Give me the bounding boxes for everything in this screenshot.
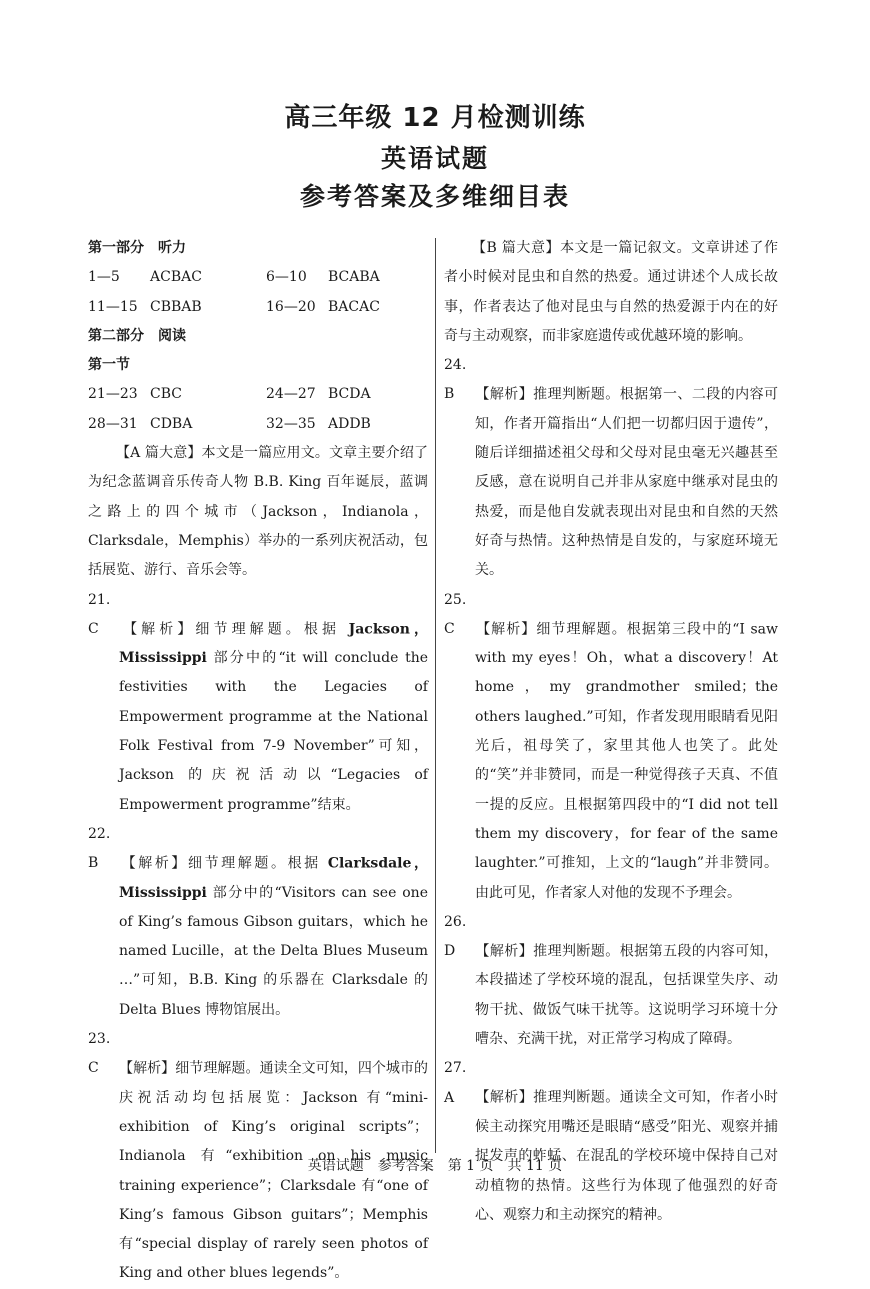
page-footer: 英语试题 参考答案 第 1 页 共 11 页: [307, 1158, 563, 1174]
passage-a-summary: 【A 篇大意】本文是一篇应用文。文章主要介绍了为纪念蓝调音乐传奇人物 B.B. King 百年诞辰，蓝调之路上的四个城市（Jackson，Indianola，Clarksdale，Memphis）举办的一系列庆祝活动，包括展览、游行、音乐会等。: [88, 445, 428, 579]
question-number: 25. C: [444, 591, 467, 637]
answers: ADDB: [328, 415, 371, 432]
question-number: 22. B: [88, 825, 111, 872]
question-number: 23. C: [88, 1031, 111, 1077]
listening-heading: 第一部分 听力: [88, 240, 186, 256]
document-subtitle: 英语试题: [380, 144, 489, 173]
right-column: [444, 234, 778, 1230]
title-block: [0, 100, 870, 214]
section-reference: Jackson，Mississippi: [119, 620, 428, 667]
answers: CBC: [150, 386, 182, 403]
answer-row: [88, 410, 428, 439]
analysis-text: 部分中的“Visitors can see one of King’s famous Gibson guitars，which he named Lucille，at the Delta Blues Museum …”可知，B.B. King 的乐器在 Clarksdale 的 Delta Blues 博物馆展出。: [119, 884, 428, 1018]
analysis-text: 【解析】细节理解题。根据: [119, 855, 328, 872]
analysis-text: 【解析】推理判断题。根据第一、二段的内容可知，作者开篇指出“人们把一切都归因于遗传”，随后详细描述祖父母和父母对昆虫毫无兴趣甚至反感，意在说明自己并非从家庭中继承对昆虫的热爱，而是他自发就表现出对昆虫和自然的天然好奇与热情。这种热情是自发的，与家庭环境无关。: [475, 386, 778, 579]
question-21: [88, 586, 428, 820]
reading-heading: 第二部分 阅读: [88, 327, 186, 344]
question-number: 24. B: [444, 357, 467, 403]
section-reference: Clarksdale，Mississippi: [119, 855, 429, 901]
answer-row: [88, 263, 428, 292]
answers: ACBAC: [150, 269, 202, 286]
reading-section: 第一节: [88, 357, 130, 374]
document-title: 高三年级 12 月检测训练: [284, 103, 586, 133]
analysis-text: 【解析】细节理解题。通读全文可知，四个城市的庆祝活动均包括展览：Jackson 有“mini-exhibition of King’s original scripts”；Indianola 有“exhibition on his music training experience”；Clarksdale 有“one of King’s famous Gibson guitars”；Memphis 有“special display of rarely seen photos of King and other blues legends”。: [119, 1060, 428, 1282]
answers: CDBA: [150, 415, 193, 432]
range: 11—15: [88, 298, 138, 315]
answer-row: [88, 380, 428, 409]
analysis-text: 【解析】细节理解题。根据第三段中的“I saw with my eyes！Oh，what a discovery！At home，my grandmother smiled；the others laughed.”可知，作者发现用眼睛看见阳光后，祖母笑了，家里其他人也笑了。此处的“笑”并非赞同，而是一种觉得孩子天真、不值一提的反应。且根据第四段中的“I did not tell them my discovery，for fear of the same laughter.”可推知，上文的“laugh”并非赞同。由此可见，作者家人对他的发现不予理会。: [475, 620, 778, 901]
range: 21—23: [88, 386, 138, 403]
analysis-text: 部分中的“it will conclude the festivities with the Legacies of Empowerment programme at the National Folk Festival from 7-9 November”可知，Jackson 的庆祝活动以“Legacies of Empowerment programme”结束。: [119, 650, 428, 813]
answers: BCDA: [328, 386, 371, 403]
question-number: 27. A: [444, 1060, 467, 1106]
question-24: [444, 351, 778, 585]
question-27: [444, 1054, 778, 1230]
question-22: [88, 820, 428, 1025]
question-26: [444, 908, 778, 1054]
question-number: 26. D: [444, 913, 467, 960]
range: 1—5: [88, 269, 120, 286]
range: 24—27: [266, 386, 316, 403]
left-column: [88, 234, 428, 1289]
answer-row: [88, 293, 428, 322]
passage-b-summary: 【B 篇大意】本文是一篇记叙文。文章讲述了作者小时候对昆虫和自然的热爱。通过讲述个人成长故事，作者表达了他对昆虫与自然的热爱源于内在的好奇与主动观察，而非家庭遗传或优越环境的影响。: [444, 240, 778, 344]
range: 28—31: [88, 415, 138, 432]
analysis-text: 【解析】推理判断题。通读全文可知，作者小时候主动探究用嘴还是眼睛“感受”阳光、观察并捕捉发声的蚱蜢、在混乱的学校环境中保持自己对动植物的热情。这些行为体现了他强烈的好奇心、观察力和主动探究的精神。: [475, 1089, 778, 1223]
range: 6—10: [266, 269, 307, 286]
analysis-text: 【解析】细节理解题。根据: [119, 620, 349, 637]
column-divider: [435, 238, 436, 1153]
analysis-text: 【解析】推理判断题。根据第五段的内容可知，本段描述了学校环境的混乱，包括课堂失序、动物干扰、做饭气味干扰等。这说明学习环境十分嘈杂、充满干扰，对正常学习构成了障碍。: [475, 943, 778, 1048]
answers: BCABA: [328, 269, 380, 286]
range: 16—20: [266, 298, 316, 315]
answers: CBBAB: [150, 298, 202, 315]
document-subtitle-2: 参考答案及多维细目表: [299, 182, 570, 211]
range: 32—35: [266, 415, 316, 432]
question-25: [444, 586, 778, 908]
answers: BACAC: [328, 298, 380, 315]
question-number: 21. C: [88, 591, 111, 637]
